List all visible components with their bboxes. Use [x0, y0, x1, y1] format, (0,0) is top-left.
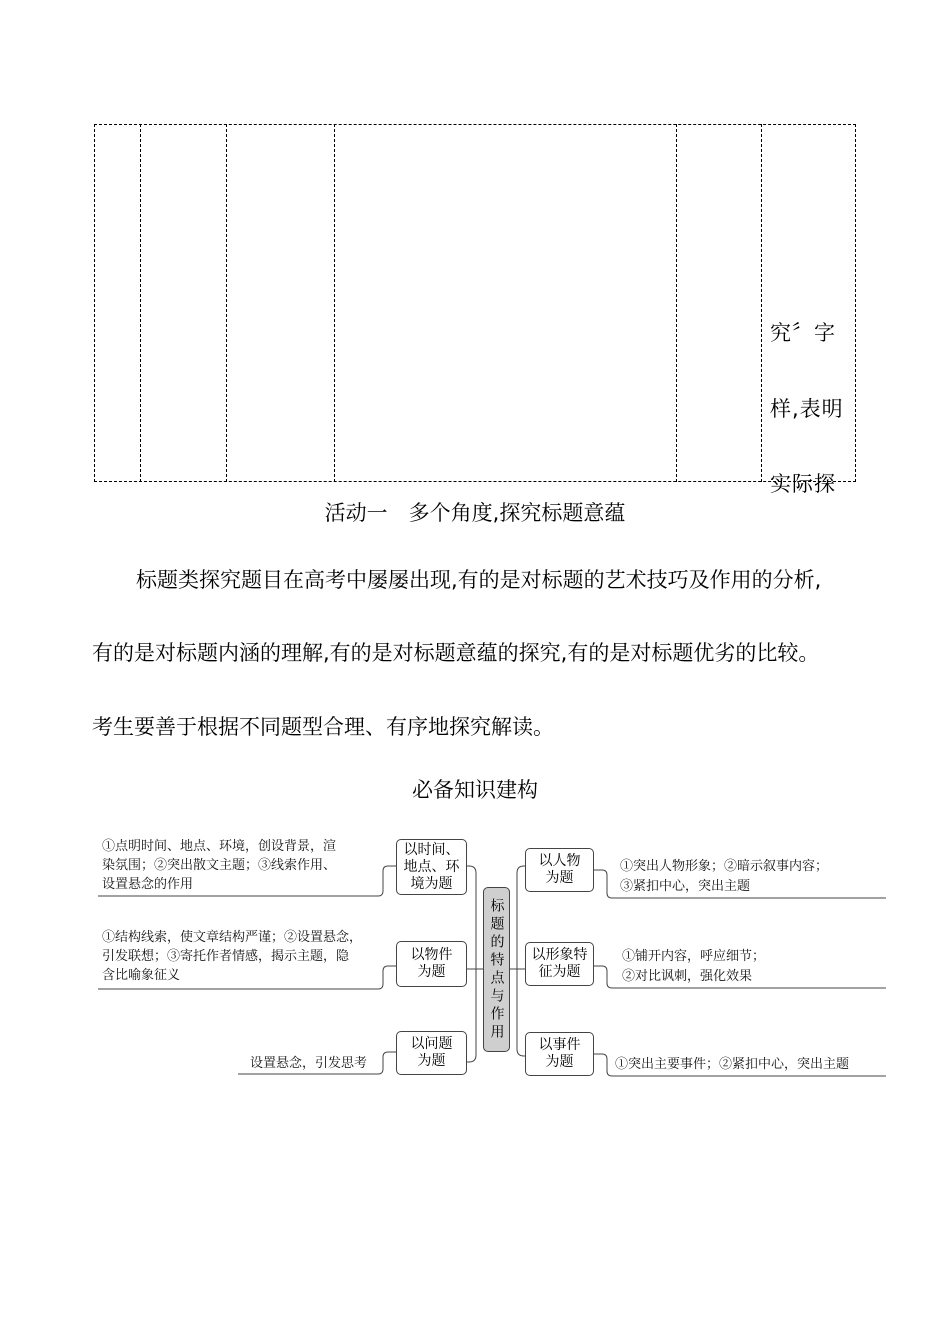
- node-label: 境为题: [410, 875, 453, 892]
- mindmap-desc-line: ①铺开内容，呼应细节；: [622, 949, 766, 964]
- node-label: 为题: [545, 870, 574, 886]
- mindmap-desc-line: ①结构线索，使文章结构严谨；②设置悬念，: [102, 930, 363, 945]
- table-cell-text-1: 究〞字: [770, 321, 836, 345]
- node-label: 地点、环: [403, 858, 460, 875]
- mindmap-desc-line: ③紧扣中心，突出主题: [620, 879, 751, 894]
- activity-title: 活动一 多个角度,探究标题意蕴: [324, 501, 626, 525]
- node-label: 以形象特: [531, 947, 588, 963]
- paragraph-line-3: 考生要善于根据不同题型合理、有序地探究解读。: [92, 715, 554, 739]
- mindmap-node-question: [396, 1031, 467, 1075]
- node-label: 以问题: [410, 1036, 453, 1052]
- mindmap-node-time-place: [396, 839, 467, 895]
- paragraph-line-1: 标题类探究题目在高考中屡屡出现,有的是对标题的艺术技巧及作用的分析,: [136, 568, 822, 592]
- node-label: 以物件: [410, 947, 453, 963]
- node-label: 为题: [417, 964, 446, 980]
- mindmap-desc-line: 设置悬念的作用: [102, 877, 194, 892]
- mindmap-desc-line: 含比喻象征义: [102, 968, 181, 983]
- node-label: 以时间、: [403, 841, 460, 858]
- node-label: 以事件: [538, 1037, 581, 1053]
- paragraph-line-2: 有的是对标题内涵的理解,有的是对标题意蕴的探究,有的是对标题优劣的比较。: [92, 641, 820, 665]
- mindmap-center-node: 标题的特点与作用: [483, 887, 510, 1052]
- table-cell-text-2: 样,表明: [770, 397, 844, 421]
- mindmap-node-image-feature: [525, 942, 594, 986]
- node-label: 征为题: [538, 964, 581, 980]
- mindmap-node-object: [396, 941, 467, 987]
- mindmap-desc-line: ①突出主要事件；②紧扣中心，突出主题: [615, 1057, 850, 1072]
- mindmap-desc-line: 设置悬念，引发思考: [250, 1056, 368, 1071]
- mindmap-node-event: [525, 1032, 594, 1076]
- mindmap-desc-line: 染氛围；②突出散文主题；③线索作用、: [102, 858, 337, 873]
- table-cell-text-3: 实际探: [770, 472, 836, 496]
- node-label: 为题: [545, 1054, 574, 1070]
- node-label: 为题: [417, 1053, 446, 1069]
- node-label: 以人物: [538, 853, 581, 869]
- mindmap-desc-line: 引发联想；③寄托作者情感，揭示主题，隐: [102, 949, 350, 964]
- mindmap-node-person: [525, 848, 594, 892]
- mindmap-desc-line: ②对比讽刺，强化效果: [622, 969, 753, 984]
- mindmap-desc-line: ①突出人物形象；②暗示叙事内容；: [620, 859, 829, 874]
- section-title: 必备知识建构: [412, 778, 538, 802]
- mindmap-desc-line: ①点明时间、地点、环境，创设背景，渲: [102, 839, 337, 854]
